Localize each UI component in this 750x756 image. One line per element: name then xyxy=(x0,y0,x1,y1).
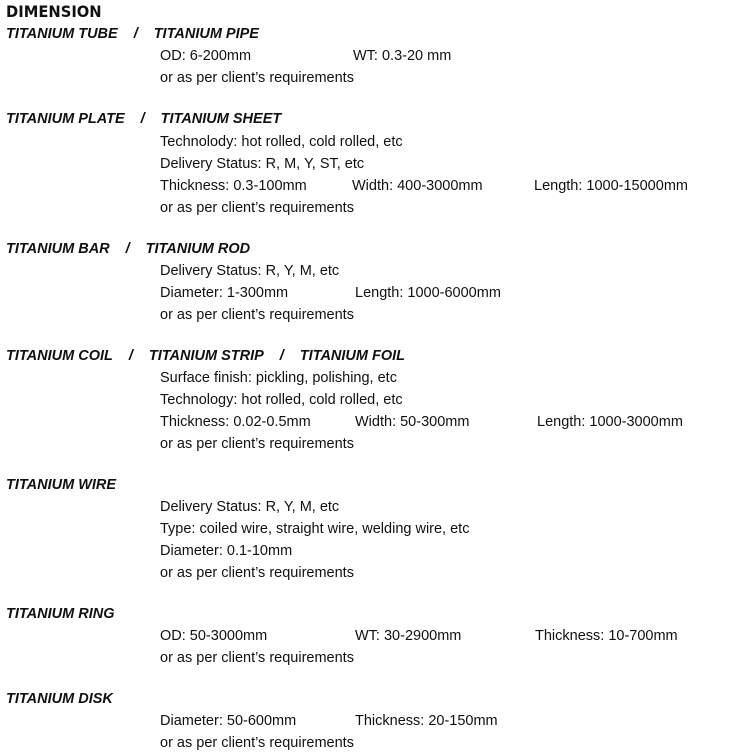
heading-separator: / xyxy=(125,241,130,257)
section-heading-plate xyxy=(6,111,281,127)
heading-part: TITANIUM TUBE xyxy=(6,26,118,42)
section-heading-ring: TITANIUM RING xyxy=(6,606,115,622)
plate-width: Width: 400-3000mm xyxy=(352,178,483,194)
bar-note: or as per client’s requirements xyxy=(160,307,354,323)
wire-delivery-status: Delivery Status: R, Y, M, etc xyxy=(160,499,340,515)
section-heading-disk: TITANIUM DISK xyxy=(6,691,113,707)
tube-od: OD: 6-200mm xyxy=(160,48,252,64)
coil-width: Width: 50-300mm xyxy=(355,414,470,430)
ring-thickness: Thickness: 10-700mm xyxy=(535,628,678,644)
coil-length: Length: 1000-3000mm xyxy=(537,414,683,430)
section-heading-bar xyxy=(6,241,250,257)
page-title: DIMENSION xyxy=(6,2,102,21)
heading-part: TITANIUM COIL xyxy=(6,348,113,364)
heading-part: TITANIUM PIPE xyxy=(153,26,259,42)
coil-thickness: Thickness: 0.02-0.5mm xyxy=(160,414,311,430)
wire-type: Type: coiled wire, straight wire, welding wire, etc xyxy=(160,521,470,537)
bar-delivery-status: Delivery Status: R, Y, M, etc xyxy=(160,263,340,279)
disk-thickness: Thickness: 20-150mm xyxy=(355,713,498,729)
tube-note: or as per client’s requirements xyxy=(160,70,354,86)
disk-diameter: Diameter: 50-600mm xyxy=(160,713,297,729)
wire-diameter: Diameter: 0.1-10mm xyxy=(160,543,293,559)
wire-note: or as per client’s requirements xyxy=(160,565,354,581)
heading-separator: / xyxy=(128,348,133,364)
heading-part: TITANIUM FOIL xyxy=(299,348,406,364)
heading-separator: / xyxy=(279,348,284,364)
bar-diameter: Diameter: 1-300mm xyxy=(160,285,289,301)
plate-length: Length: 1000-15000mm xyxy=(534,178,688,194)
coil-note: or as per client’s requirements xyxy=(160,436,354,452)
tube-wt: WT: 0.3-20 mm xyxy=(353,48,452,64)
plate-thickness: Thickness: 0.3-100mm xyxy=(160,178,307,194)
disk-note: or as per client’s requirements xyxy=(160,735,354,751)
heading-separator: / xyxy=(140,111,145,127)
plate-delivery-status: Delivery Status: R, M, Y, ST, etc xyxy=(160,156,365,172)
heading-part: TITANIUM SHEET xyxy=(160,111,282,127)
ring-od: OD: 50-3000mm xyxy=(160,628,268,644)
ring-wt: WT: 30-2900mm xyxy=(355,628,462,644)
plate-technology: Technolody: hot rolled, cold rolled, etc xyxy=(160,134,403,150)
heading-part: TITANIUM ROD xyxy=(145,241,251,257)
coil-surface-finish: Surface finish: pickling, polishing, etc xyxy=(160,370,397,386)
heading-part: TITANIUM STRIP xyxy=(148,348,264,364)
section-heading-wire: TITANIUM WIRE xyxy=(6,477,117,493)
ring-note: or as per client’s requirements xyxy=(160,650,354,666)
coil-technology: Technology: hot rolled, cold rolled, etc xyxy=(160,392,403,408)
bar-length: Length: 1000-6000mm xyxy=(355,285,501,301)
heading-separator: / xyxy=(133,26,138,42)
heading-part: TITANIUM PLATE xyxy=(6,111,125,127)
heading-part: TITANIUM BAR xyxy=(6,241,110,257)
section-heading-coil xyxy=(6,348,405,364)
section-heading-tube xyxy=(6,26,259,42)
plate-note: or as per client’s requirements xyxy=(160,200,354,216)
